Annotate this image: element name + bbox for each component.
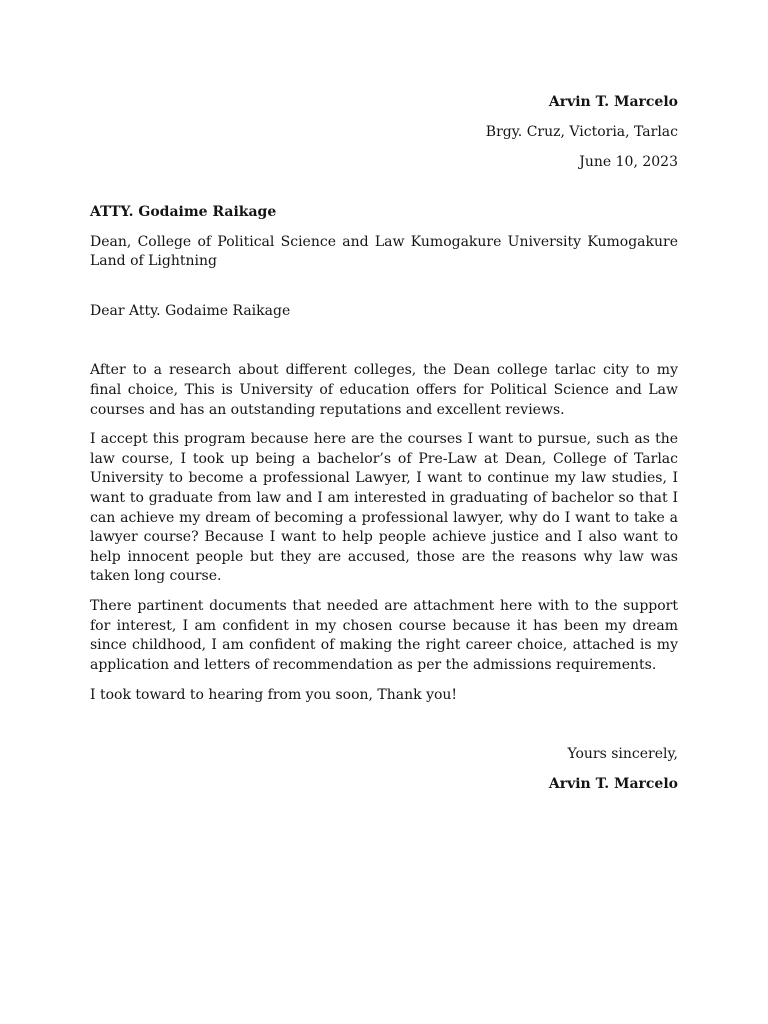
letter-date: June 10, 2023 [579,153,678,170]
body-paragraph: I accept this program because here are the courses I want to pursue, such as the law course, I took up being a bachelor’s of Pre-Law at Dean, College of Tarlac University to become a professional Lawyer, I want to continue my law studies, I want to graduate from law and I am interested in graduating of bachelor so that I can achieve my dream of becoming a professional lawyer, why do I want to take a lawyer course? Because I want to help people achieve justice and I also want to help innocent people but they are accused, those are the reasons why law was taken long course. [90,431,678,585]
letter-body [90,361,678,705]
body-paragraph: After to a research about different colleges, the Dean college tarlac city to my final choice, This is University of education offers for Political Science and Law courses and has an outstanding reputations and excellent reviews. [90,362,678,418]
body-paragraph: I took toward to hearing from you soon, Thank you! [90,686,458,703]
closing-block [90,745,678,795]
body-paragraph: There partinent documents that needed are attachment here with to the support for interest, I am confident in my chosen course because it has been my dream since childhood, I am confident of making the right career choice, attached is my application and letters of recommendation as per the admissions requirements. [90,598,678,674]
salutation: Dear Atty. Godaime Raikage [90,302,291,319]
recipient-details: Dean, College of Political Science and Law Kumogakure University Kumogakure Land of Lightning [90,233,678,270]
sender-address: Brgy. Cruz, Victoria, Tarlac [485,123,678,140]
valediction: Yours sincerely, [567,746,678,763]
recipient-name: ATTY. Godaime Raikage [90,203,277,220]
sender-block [90,93,678,173]
sender-name: Arvin T. Marcelo [548,94,678,110]
signature-name: Arvin T. Marcelo [548,776,678,793]
letter-page [90,93,678,805]
recipient-block [90,203,678,272]
